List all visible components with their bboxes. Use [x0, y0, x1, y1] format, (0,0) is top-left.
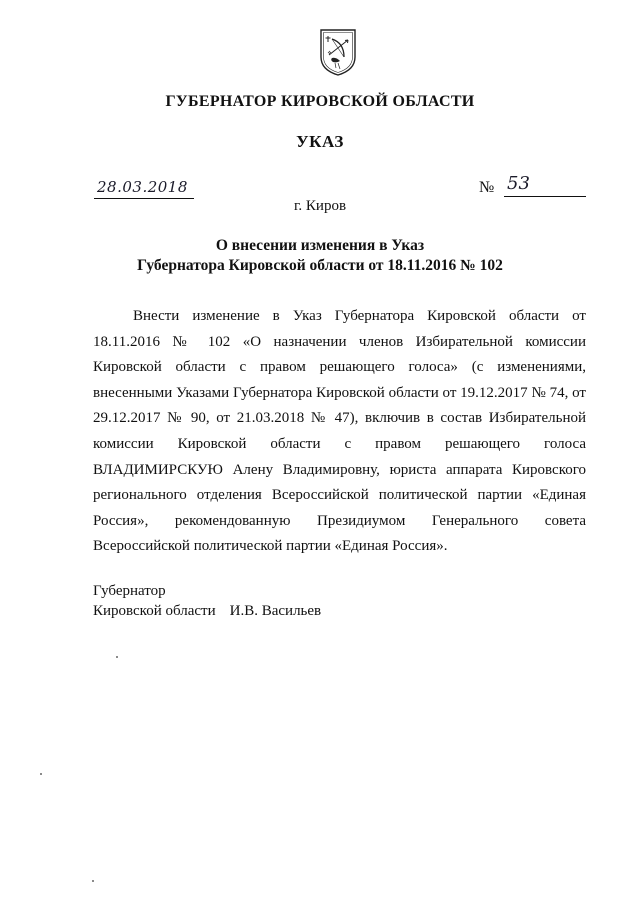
date-value: 28.03.2018 — [97, 178, 188, 196]
number-value: 53 — [507, 173, 530, 194]
document-subject — [0, 236, 640, 276]
scan-speck — [92, 880, 94, 882]
signature-title-line-1: Губернатор — [93, 583, 166, 599]
scan-speck — [40, 773, 42, 775]
coat-of-arms-icon — [318, 27, 358, 77]
body-paragraph: Внести изменение в Указ Губернатора Кировской области от 18.11.2016 № 102 «О назначении членов Избирательной комиссии Кировской области с правом решающего голоса» (с изменениями, внесенными Указами Губернатора Кировской области от 19.12.2017 № 74, от 29.12.2017 № 90, от 21.03.2018 № 47), включив в состав Избирательной комиссии Кировской области с правом решающего голоса ВЛАДИМИРСКУЮ Алену Владимировну, юриста аппарата Кировского регионального отделения Всероссийской политической партии «Единая Россия», рекомендованную Президиумом Генерального совета Всероссийской политической партии «Единая Россия». — [93, 308, 586, 555]
signature-block — [93, 581, 321, 621]
city: г. Киров — [293, 198, 347, 214]
date-field — [94, 178, 194, 199]
scan-speck — [116, 656, 118, 658]
number-label: № — [479, 179, 495, 196]
organization-title: ГУБЕРНАТОР КИРОВСКОЙ ОБЛАСТИ — [165, 93, 475, 110]
number-field — [504, 173, 586, 197]
document-type: УКАЗ — [296, 132, 344, 151]
signature-title-line-2: Кировской области — [93, 603, 216, 619]
signatory-name: И.В. Васильев — [229, 603, 322, 619]
subject-line-1: О внесении изменения в Указ — [215, 237, 425, 254]
subject-line-2: Губернатора Кировской области от 18.11.2016 № 102 — [137, 257, 503, 274]
